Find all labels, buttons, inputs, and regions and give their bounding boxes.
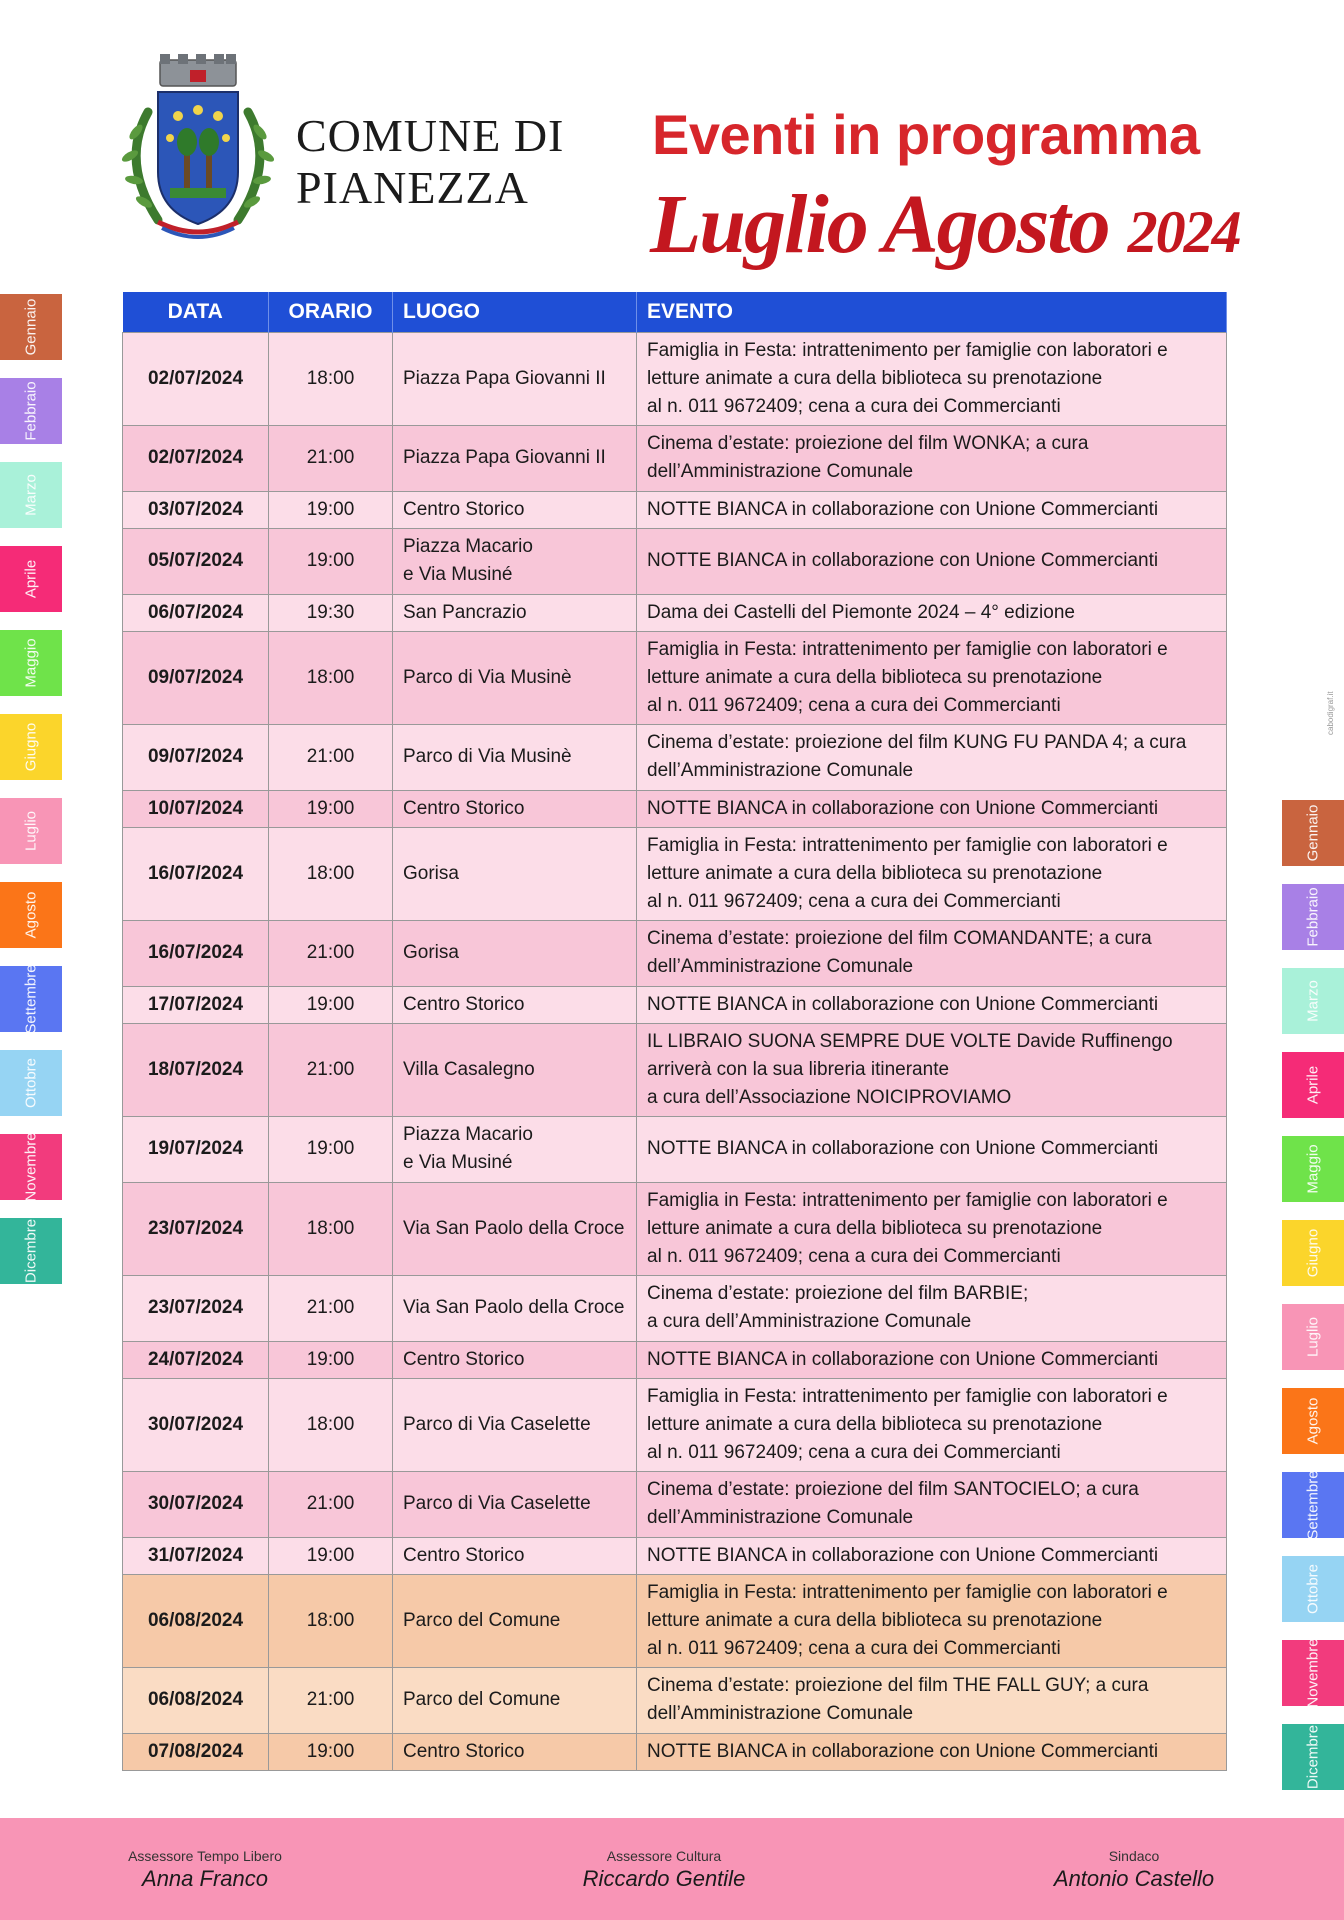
month-tab-agosto xyxy=(0,882,62,948)
month-tab-label: Maggio xyxy=(1304,1144,1322,1194)
place-line: Piazza Macario xyxy=(403,536,533,557)
month-tab-ottobre xyxy=(0,1050,62,1116)
cell-place xyxy=(393,1116,637,1182)
month-tab-dicembre xyxy=(1282,1724,1344,1790)
place-line: Parco di Via Musinè xyxy=(403,666,572,688)
table-row xyxy=(123,332,1227,425)
cell-place xyxy=(393,1275,637,1341)
month-tab-dicembre xyxy=(0,1218,62,1284)
cell-place xyxy=(393,790,637,827)
event-line: dell’Amministrazione Comunale xyxy=(647,956,914,977)
event-line: Famiglia in Festa: intrattenimento per famiglie con laboratori e xyxy=(647,638,1168,660)
event-line: dell’Amministrazione Comunale xyxy=(647,461,914,482)
cell-place xyxy=(393,1733,637,1770)
cell-time: 19:00 xyxy=(269,1341,393,1378)
cell-time: 18:00 xyxy=(269,631,393,724)
month-tab-settembre xyxy=(1282,1472,1344,1538)
cell-date: 19/07/2024 xyxy=(123,1116,269,1182)
cell-place xyxy=(393,631,637,724)
event-line: al n. 011 9672409; cena a cura dei Commercianti xyxy=(647,1441,1061,1463)
cell-date: 02/07/2024 xyxy=(123,425,269,491)
month-tab-label: Dicembre xyxy=(1304,1724,1322,1790)
cell-place xyxy=(393,827,637,920)
comune-line1: COMUNE DI xyxy=(296,110,565,161)
event-line: Cinema d’estate: proiezione del film THE FALL GUY; a cura xyxy=(647,1675,1149,1696)
month-tab-marzo xyxy=(0,462,62,528)
event-line: NOTTE BIANCA in collaborazione con Unione Commercianti xyxy=(647,1348,1159,1370)
cell-event xyxy=(637,528,1227,594)
event-line: NOTTE BIANCA in collaborazione con Unione Commercianti xyxy=(647,797,1159,819)
month-tab-febbraio xyxy=(1282,884,1344,950)
month-tab-label: Febbraio xyxy=(22,381,40,441)
cell-event xyxy=(637,827,1227,920)
place-line: San Pancrazio xyxy=(403,601,527,623)
cell-event xyxy=(637,1116,1227,1182)
cell-place xyxy=(393,1023,637,1116)
cell-event xyxy=(637,1667,1227,1733)
cell-event xyxy=(637,491,1227,528)
event-line: NOTTE BIANCA in collaborazione con Unione Commercianti xyxy=(647,1138,1159,1159)
month-tab-label: Gennaio xyxy=(1304,804,1322,862)
header-event: EVENTO xyxy=(637,292,1227,332)
cell-date: 24/07/2024 xyxy=(123,1341,269,1378)
table-row xyxy=(123,827,1227,920)
month-tab-label: Settembre xyxy=(1304,1470,1322,1540)
event-line: al n. 011 9672409; cena a cura dei Commercianti xyxy=(647,890,1061,912)
event-line: a cura dell’Amministrazione Comunale xyxy=(647,1311,972,1332)
signature-role: Assessore Tempo Libero xyxy=(128,1848,282,1864)
cell-place xyxy=(393,1471,637,1537)
cell-event xyxy=(637,1537,1227,1574)
month-tab-label: Maggio xyxy=(22,638,40,688)
month-tab-label: Marzo xyxy=(22,474,40,516)
month-tab-agosto xyxy=(1282,1388,1344,1454)
month-tab-gennaio xyxy=(0,294,62,360)
cell-time: 19:00 xyxy=(269,1733,393,1770)
footer xyxy=(0,1818,1344,1920)
table-row xyxy=(123,425,1227,491)
month-tabs-left xyxy=(0,294,62,1284)
event-line: letture animate a cura della biblioteca su prenotazione xyxy=(647,1413,1103,1435)
table-row xyxy=(123,1341,1227,1378)
cell-event xyxy=(637,1378,1227,1471)
month-tab-label: Giugno xyxy=(1304,1228,1322,1278)
title-months: Luglio Agosto xyxy=(650,178,1109,271)
event-line: letture animate a cura della biblioteca su prenotazione xyxy=(647,666,1103,688)
cell-date: 05/07/2024 xyxy=(123,528,269,594)
event-line: letture animate a cura della biblioteca su prenotazione xyxy=(647,1609,1103,1631)
signature-name: Anna Franco xyxy=(142,1866,268,1891)
cell-date: 02/07/2024 xyxy=(123,332,269,425)
cell-place xyxy=(393,920,637,986)
printer-credit: cabodigraf.it xyxy=(1326,691,1335,735)
cell-time: 21:00 xyxy=(269,1275,393,1341)
table-row xyxy=(123,1116,1227,1182)
cell-event xyxy=(637,920,1227,986)
cell-time: 19:00 xyxy=(269,1116,393,1182)
month-tab-label: Ottobre xyxy=(22,1057,40,1109)
cell-place xyxy=(393,1341,637,1378)
cell-date: 16/07/2024 xyxy=(123,920,269,986)
cell-date: 10/07/2024 xyxy=(123,790,269,827)
table-row xyxy=(123,1023,1227,1116)
cell-place xyxy=(393,425,637,491)
month-tab-label: Agosto xyxy=(22,891,40,939)
cell-time: 21:00 xyxy=(269,425,393,491)
cell-date: 23/07/2024 xyxy=(123,1182,269,1275)
table-row xyxy=(123,631,1227,724)
place-line: Centro Storico xyxy=(403,993,525,1015)
place-line: Gorisa xyxy=(403,862,459,884)
month-tab-label: Agosto xyxy=(1304,1397,1322,1445)
cell-place xyxy=(393,594,637,631)
month-tab-label: Ottobre xyxy=(1304,1563,1322,1615)
cell-place xyxy=(393,986,637,1023)
place-line: Centro Storico xyxy=(403,1348,525,1370)
event-line: NOTTE BIANCA in collaborazione con Unione Commercianti xyxy=(647,550,1159,571)
event-line: dell’Amministrazione Comunale xyxy=(647,760,914,781)
table-row xyxy=(123,1275,1227,1341)
place-line: e Via Musiné xyxy=(403,1152,513,1173)
signature-name: Riccardo Gentile xyxy=(582,1866,746,1891)
event-line: letture animate a cura della biblioteca su prenotazione xyxy=(647,862,1103,884)
cell-event xyxy=(637,1733,1227,1770)
event-line: Cinema d’estate: proiezione del film SANTOCIELO; a cura xyxy=(647,1479,1139,1500)
event-line: al n. 011 9672409; cena a cura dei Commercianti xyxy=(647,395,1061,417)
place-line: Centro Storico xyxy=(403,498,525,520)
signature-role: Sindaco xyxy=(1108,1848,1160,1864)
table-row xyxy=(123,528,1227,594)
cell-time: 18:00 xyxy=(269,332,393,425)
event-line: NOTTE BIANCA in collaborazione con Unione Commercianti xyxy=(647,498,1159,520)
event-line: Famiglia in Festa: intrattenimento per famiglie con laboratori e xyxy=(647,1581,1168,1603)
signature-cultura xyxy=(514,1848,814,1892)
cell-place xyxy=(393,1537,637,1574)
place-line: Centro Storico xyxy=(403,1544,525,1566)
event-line: IL LIBRAIO SUONA SEMPRE DUE VOLTE Davide Ruffinengo xyxy=(647,1030,1173,1052)
event-line: Cinema d’estate: proiezione del film COMANDANTE; a cura xyxy=(647,928,1152,949)
event-line: al n. 011 9672409; cena a cura dei Commercianti xyxy=(647,1245,1061,1267)
table-row xyxy=(123,1733,1227,1770)
event-line: NOTTE BIANCA in collaborazione con Unione Commercianti xyxy=(647,1740,1159,1762)
cell-date: 03/07/2024 xyxy=(123,491,269,528)
month-tab-label: Novembre xyxy=(22,1132,40,1202)
cell-time: 21:00 xyxy=(269,1023,393,1116)
signature-name: Antonio Castello xyxy=(1053,1866,1215,1891)
month-tab-marzo xyxy=(1282,968,1344,1034)
month-tab-label: Gennaio xyxy=(22,298,40,356)
cell-time: 19:00 xyxy=(269,986,393,1023)
signature-sindaco xyxy=(984,1848,1284,1892)
event-line: Famiglia in Festa: intrattenimento per famiglie con laboratori e xyxy=(647,1385,1168,1407)
cell-date: 18/07/2024 xyxy=(123,1023,269,1116)
cell-event xyxy=(637,1275,1227,1341)
month-tab-label: Aprile xyxy=(1304,1065,1322,1105)
month-tab-maggio xyxy=(0,630,62,696)
place-line: Parco di Via Caselette xyxy=(403,1493,591,1514)
cell-time: 21:00 xyxy=(269,920,393,986)
month-tab-luglio xyxy=(1282,1304,1344,1370)
place-line: Centro Storico xyxy=(403,797,525,819)
place-line: Centro Storico xyxy=(403,1740,525,1762)
cell-date: 06/08/2024 xyxy=(123,1667,269,1733)
comune-name xyxy=(296,110,564,214)
month-tab-giugno xyxy=(1282,1220,1344,1286)
cell-time: 18:00 xyxy=(269,1574,393,1667)
cell-time: 19:00 xyxy=(269,790,393,827)
cell-time: 19:00 xyxy=(269,1537,393,1574)
cell-date: 09/07/2024 xyxy=(123,724,269,790)
event-line: Famiglia in Festa: intrattenimento per famiglie con laboratori e xyxy=(647,1189,1168,1211)
cell-time: 19:00 xyxy=(269,491,393,528)
cell-place xyxy=(393,528,637,594)
event-line: Cinema d’estate: proiezione del film WONKA; a cura xyxy=(647,433,1089,454)
event-line: letture animate a cura della biblioteca su prenotazione xyxy=(647,367,1103,389)
event-line: NOTTE BIANCA in collaborazione con Unione Commercianti xyxy=(647,993,1159,1015)
events-table xyxy=(122,292,1227,1771)
cell-place xyxy=(393,1667,637,1733)
month-tab-label: Luglio xyxy=(22,810,40,852)
event-line: Dama dei Castelli del Piemonte 2024 – 4° edizione xyxy=(647,601,1075,623)
event-line: Cinema d’estate: proiezione del film BARBIE; xyxy=(647,1283,1029,1304)
page-subtitle xyxy=(650,176,1240,273)
table-row xyxy=(123,1378,1227,1471)
month-tab-aprile xyxy=(0,546,62,612)
month-tab-label: Novembre xyxy=(1304,1638,1322,1708)
month-tab-ottobre xyxy=(1282,1556,1344,1622)
table-row xyxy=(123,724,1227,790)
cell-time: 19:30 xyxy=(269,594,393,631)
event-line: NOTTE BIANCA in collaborazione con Unione Commercianti xyxy=(647,1544,1159,1566)
month-tab-label: Dicembre xyxy=(22,1218,40,1284)
cell-place xyxy=(393,724,637,790)
cell-time: 18:00 xyxy=(269,827,393,920)
place-line: Via San Paolo della Croce xyxy=(403,1217,625,1239)
event-line: letture animate a cura della biblioteca su prenotazione xyxy=(647,1217,1103,1239)
table-body xyxy=(123,332,1227,1770)
month-tab-maggio xyxy=(1282,1136,1344,1202)
header-place: LUOGO xyxy=(393,292,637,332)
place-line: Piazza Papa Giovanni II xyxy=(403,447,606,468)
month-tab-febbraio xyxy=(0,378,62,444)
cell-place xyxy=(393,332,637,425)
cell-place xyxy=(393,491,637,528)
table-row xyxy=(123,920,1227,986)
place-line: Parco del Comune xyxy=(403,1689,561,1710)
cell-event xyxy=(637,332,1227,425)
cell-place xyxy=(393,1378,637,1471)
cell-date: 09/07/2024 xyxy=(123,631,269,724)
title-year: 2024 xyxy=(1127,199,1240,265)
cell-event xyxy=(637,986,1227,1023)
cell-event xyxy=(637,631,1227,724)
table-row xyxy=(123,1537,1227,1574)
cell-place xyxy=(393,1182,637,1275)
month-tab-giugno xyxy=(0,714,62,780)
event-line: Famiglia in Festa: intrattenimento per famiglie con laboratori e xyxy=(647,834,1168,856)
cell-event xyxy=(637,594,1227,631)
place-line: e Via Musiné xyxy=(403,564,513,585)
cell-time: 21:00 xyxy=(269,1667,393,1733)
header-date: DATA xyxy=(123,292,269,332)
place-line: Gorisa xyxy=(403,942,459,963)
table-row xyxy=(123,986,1227,1023)
table-row xyxy=(123,1574,1227,1667)
month-tab-novembre xyxy=(1282,1640,1344,1706)
event-line: a cura dell’Associazione NOICIPROVIAMO xyxy=(647,1086,1012,1108)
cell-time: 19:00 xyxy=(269,528,393,594)
month-tab-label: Luglio xyxy=(1304,1316,1322,1358)
cell-time: 21:00 xyxy=(269,1471,393,1537)
place-line: Piazza Papa Giovanni II xyxy=(403,367,606,389)
cell-event xyxy=(637,790,1227,827)
cell-event xyxy=(637,1471,1227,1537)
month-tab-label: Giugno xyxy=(22,722,40,772)
cell-event xyxy=(637,1574,1227,1667)
cell-date: 06/07/2024 xyxy=(123,594,269,631)
place-line: Parco di Via Caselette xyxy=(403,1413,591,1435)
cell-event xyxy=(637,1182,1227,1275)
cell-date: 30/07/2024 xyxy=(123,1378,269,1471)
cell-date: 30/07/2024 xyxy=(123,1471,269,1537)
cell-time: 18:00 xyxy=(269,1182,393,1275)
cell-time: 21:00 xyxy=(269,724,393,790)
month-tab-label: Marzo xyxy=(1304,980,1322,1022)
cell-time: 18:00 xyxy=(269,1378,393,1471)
month-tab-aprile xyxy=(1282,1052,1344,1118)
cell-place xyxy=(393,1574,637,1667)
event-line: arriverà con la sua libreria itinerante xyxy=(647,1058,950,1080)
event-line: Cinema d’estate: proiezione del film KUNG FU PANDA 4; a cura xyxy=(647,732,1187,753)
event-line: Famiglia in Festa: intrattenimento per famiglie con laboratori e xyxy=(647,339,1168,361)
place-line: Parco di Via Musinè xyxy=(403,746,572,767)
table-row xyxy=(123,1667,1227,1733)
month-tab-novembre xyxy=(0,1134,62,1200)
event-line: al n. 011 9672409; cena a cura dei Commercianti xyxy=(647,694,1061,716)
cell-date: 06/08/2024 xyxy=(123,1574,269,1667)
cell-date: 23/07/2024 xyxy=(123,1275,269,1341)
place-line: Via San Paolo della Croce xyxy=(403,1297,625,1318)
cell-date: 07/08/2024 xyxy=(123,1733,269,1770)
month-tab-label: Settembre xyxy=(22,964,40,1034)
place-line: Parco del Comune xyxy=(403,1609,561,1631)
cell-date: 17/07/2024 xyxy=(123,986,269,1023)
table-row xyxy=(123,790,1227,827)
signature-role: Assessore Cultura xyxy=(606,1848,722,1864)
month-tab-label: Aprile xyxy=(22,559,40,599)
month-tabs-right xyxy=(1282,800,1344,1790)
comune-line2: PIANEZZA xyxy=(296,162,529,213)
page-title: Eventi in programma xyxy=(652,103,1200,166)
month-tab-label: Febbraio xyxy=(1304,887,1322,947)
cell-event xyxy=(637,425,1227,491)
cell-event xyxy=(637,724,1227,790)
event-line: dell’Amministrazione Comunale xyxy=(647,1507,914,1528)
place-line: Piazza Macario xyxy=(403,1124,533,1145)
table-row xyxy=(123,594,1227,631)
table-header-row xyxy=(123,292,1227,332)
cell-date: 16/07/2024 xyxy=(123,827,269,920)
coat-of-arms-icon xyxy=(118,52,278,252)
event-line: al n. 011 9672409; cena a cura dei Commercianti xyxy=(647,1637,1061,1659)
table-row xyxy=(123,1471,1227,1537)
month-tab-gennaio xyxy=(1282,800,1344,866)
table-row xyxy=(123,1182,1227,1275)
table-row xyxy=(123,491,1227,528)
month-tab-luglio xyxy=(0,798,62,864)
cell-date: 31/07/2024 xyxy=(123,1537,269,1574)
cell-event xyxy=(637,1341,1227,1378)
event-line: dell’Amministrazione Comunale xyxy=(647,1703,914,1724)
header-time: ORARIO xyxy=(269,292,393,332)
signature-tempo-libero xyxy=(55,1848,355,1892)
place-line: Villa Casalegno xyxy=(403,1058,535,1080)
month-tab-settembre xyxy=(0,966,62,1032)
cell-event xyxy=(637,1023,1227,1116)
